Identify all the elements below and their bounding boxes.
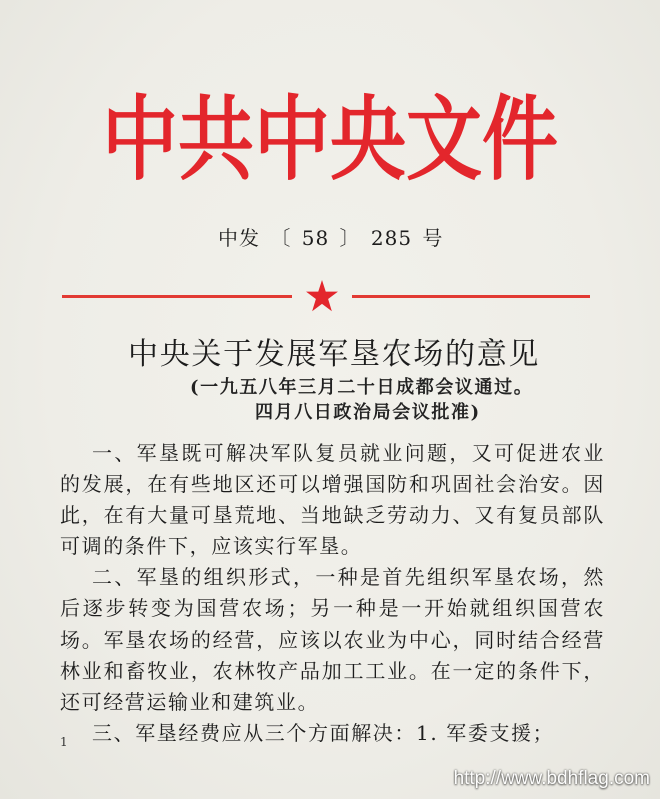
paragraph-3: [60, 718, 605, 749]
page-mark: 1: [60, 735, 68, 749]
paragraph-line: 场。军垦农场的经营，应该以农业为中心，同时结合经营: [60, 627, 605, 652]
paragraph-line: 的发展，在有些地区还可以增强国防和巩固社会治安。因: [60, 472, 605, 497]
paragraph-line: 一、军垦既可解决军队复员就业问题，又可促进农业: [92, 441, 605, 465]
subtitle-line: (一九五八年三月二十日成都会议通过。: [190, 377, 534, 398]
document-body: [60, 438, 605, 749]
subtitle-line: 四月八日政治局会议批准): [255, 402, 481, 423]
paragraph-line: 二、军垦的组织形式，一种是首先组织军垦农场，然: [92, 565, 605, 590]
paragraph-line: 三、军垦经费应从三个方面解决：1. 军委支援；: [92, 720, 555, 745]
paragraph-line: 此，在有大量可垦荒地、当地缺乏劳动力、又有复员部队: [60, 503, 605, 528]
paragraph-line: 还可经营运输业和建筑业。: [60, 689, 320, 714]
star-icon: [305, 279, 339, 313]
paragraph-line: 后逐步转变为国营农场；另一种是一开始就组织国营农: [60, 596, 605, 621]
red-rule-right: [352, 295, 590, 298]
red-rule-left: [62, 295, 292, 298]
paragraph-1: [60, 438, 605, 562]
document-title: 中央关于发展军垦农场的意见: [128, 337, 541, 372]
issue-number: 中发 〔 58 〕 285 号: [218, 226, 444, 250]
paragraph-line: 林业和畜牧业，农林牧产品加工工业。在一定的条件下，: [60, 658, 605, 683]
paragraph-2: [60, 562, 605, 717]
paragraph-line: 可调的条件下，应该实行军垦。: [60, 534, 363, 559]
masthead: 中共中央文件: [102, 85, 558, 193]
watermark-url: http://www.bdhflag.com: [453, 768, 650, 789]
